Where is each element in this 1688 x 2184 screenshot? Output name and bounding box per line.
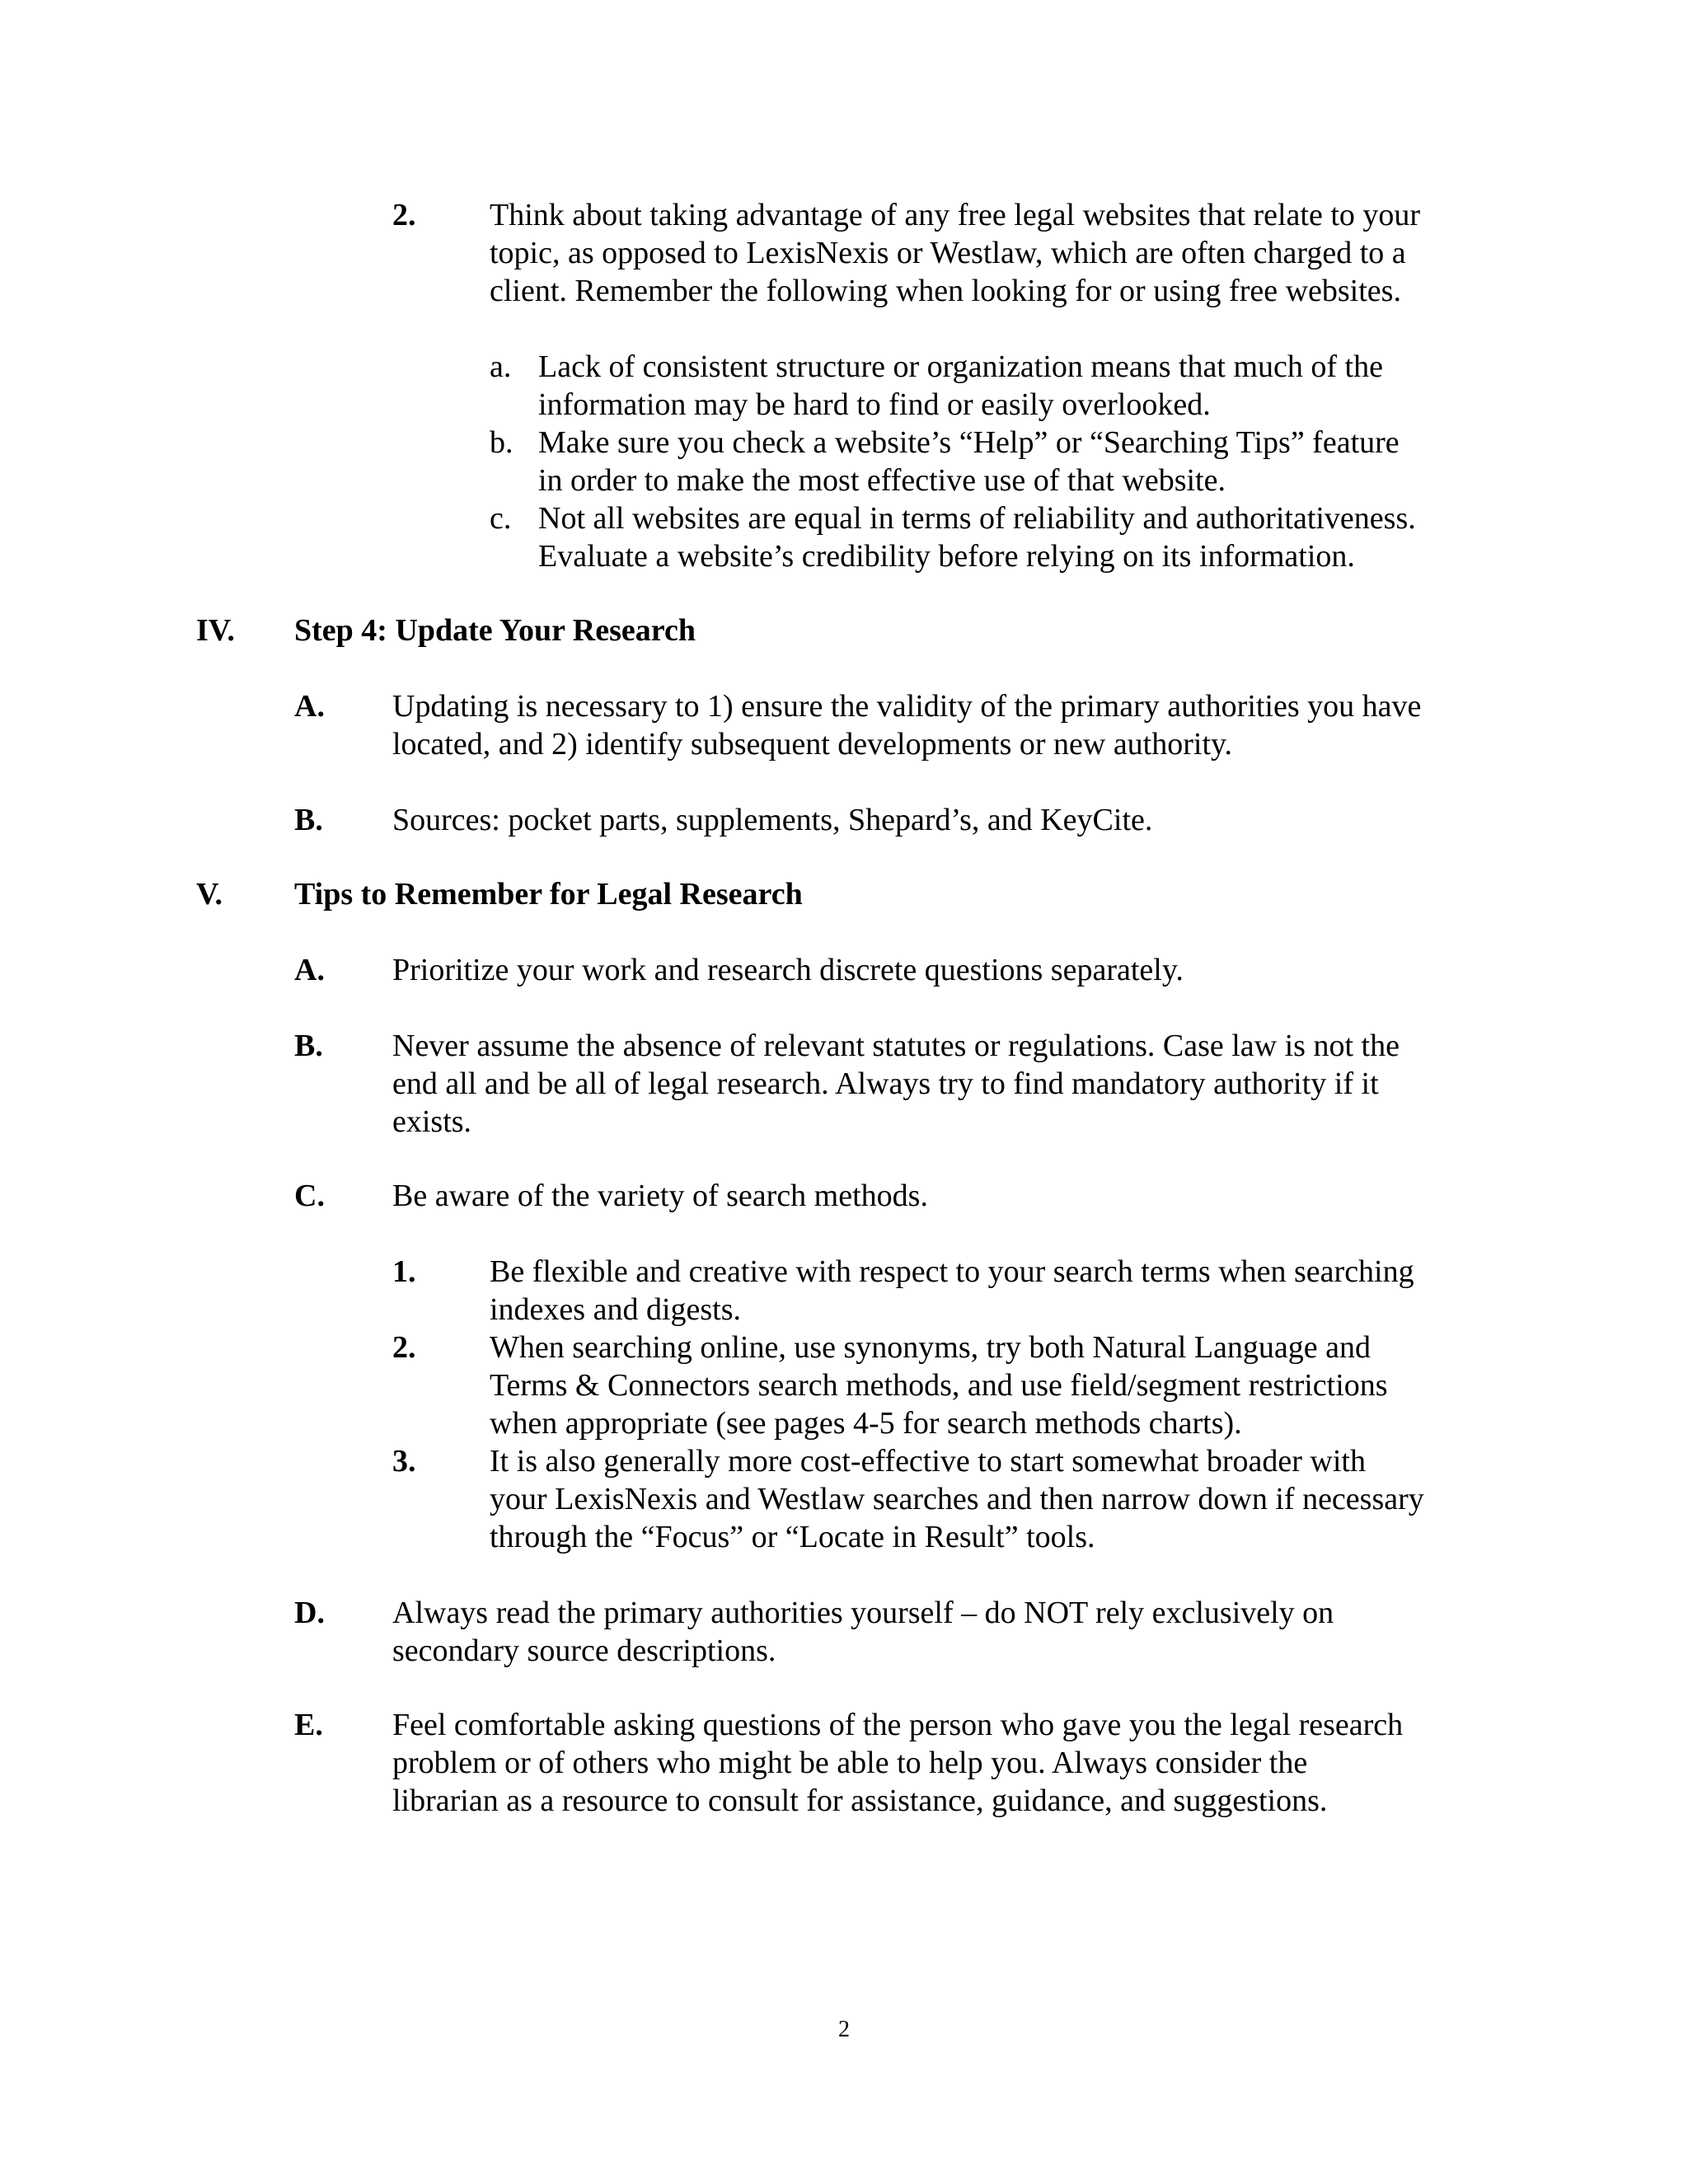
text-line: When searching online, use synonyms, try both Natural Language and <box>490 1330 1371 1365</box>
item-letter: C. <box>294 1179 325 1213</box>
subitem-number: 1. <box>392 1254 416 1289</box>
item-letter: A. <box>294 953 325 987</box>
section-numeral: IV. <box>196 613 235 648</box>
text-line: Be aware of the variety of search methods. <box>392 1179 928 1213</box>
subitem-letter: a. <box>490 349 512 384</box>
item-number: 2. <box>392 198 416 232</box>
section-title: Tips to Remember for Legal Research <box>294 877 803 912</box>
text-line: through the “Focus” or “Locate in Result” tools. <box>490 1520 1095 1554</box>
text-line: your LexisNexis and Westlaw searches and then narrow down if necessary <box>490 1482 1424 1516</box>
subitem-letter: b. <box>490 425 513 460</box>
item-letter: B. <box>294 803 323 837</box>
subitem-number: 3. <box>392 1444 416 1479</box>
text-line: Updating is necessary to 1) ensure the validity of the primary authorities you have <box>392 689 1422 724</box>
section-numeral: V. <box>196 877 223 912</box>
text-line: indexes and digests. <box>490 1292 742 1327</box>
section-title: Step 4: Update Your Research <box>294 613 696 648</box>
text-line: Terms & Connectors search methods, and use field/segment restrictions <box>490 1368 1388 1403</box>
text-line: information may be hard to find or easily overlooked. <box>538 387 1211 422</box>
text-line: Not all websites are equal in terms of reliability and authoritativeness. <box>538 501 1416 536</box>
text-line: Always read the primary authorities yourself – do NOT rely exclusively on <box>392 1596 1334 1630</box>
subitem-number: 2. <box>392 1330 416 1365</box>
text-line: Never assume the absence of relevant statutes or regulations. Case law is not the <box>392 1029 1400 1063</box>
text-line: Make sure you check a website’s “Help” or “Searching Tips” feature <box>538 425 1400 460</box>
item-letter: A. <box>294 689 325 724</box>
text-line: problem or of others who might be able to help you. Always consider the <box>392 1746 1308 1780</box>
text-line: It is also generally more cost-effective to start somewhat broader with <box>490 1444 1366 1479</box>
text-line: Lack of consistent structure or organization means that much of the <box>538 349 1383 384</box>
text-line: in order to make the most effective use of that website. <box>538 463 1226 498</box>
text-line: Evaluate a website’s credibility before relying on its information. <box>538 539 1355 574</box>
item-letter: E. <box>294 1708 323 1742</box>
text-line: Feel comfortable asking questions of the person who gave you the legal research <box>392 1708 1404 1742</box>
text-line: topic, as opposed to LexisNexis or Westlaw, which are often charged to a <box>490 236 1406 270</box>
page-number: 2 <box>838 2017 850 2042</box>
text-line: client. Remember the following when looking for or using free websites. <box>490 274 1401 308</box>
text-line: Prioritize your work and research discrete questions separately. <box>392 953 1184 987</box>
text-line: librarian as a resource to consult for assistance, guidance, and suggestions. <box>392 1783 1328 1818</box>
subitem-letter: c. <box>490 501 512 536</box>
text-line: secondary source descriptions. <box>392 1633 776 1668</box>
text-line: Be flexible and creative with respect to your search terms when searching <box>490 1254 1414 1289</box>
text-line: end all and be all of legal research. Always try to find mandatory authority if it <box>392 1066 1379 1101</box>
text-line: when appropriate (see pages 4-5 for search methods charts). <box>490 1406 1242 1441</box>
item-letter: D. <box>294 1596 325 1630</box>
text-line: located, and 2) identify subsequent developments or new authority. <box>392 727 1233 762</box>
text-line: Sources: pocket parts, supplements, Shepard’s, and KeyCite. <box>392 803 1153 837</box>
item-letter: B. <box>294 1029 323 1063</box>
text-line: exists. <box>392 1104 472 1139</box>
text-line: Think about taking advantage of any free legal websites that relate to your <box>490 198 1421 232</box>
